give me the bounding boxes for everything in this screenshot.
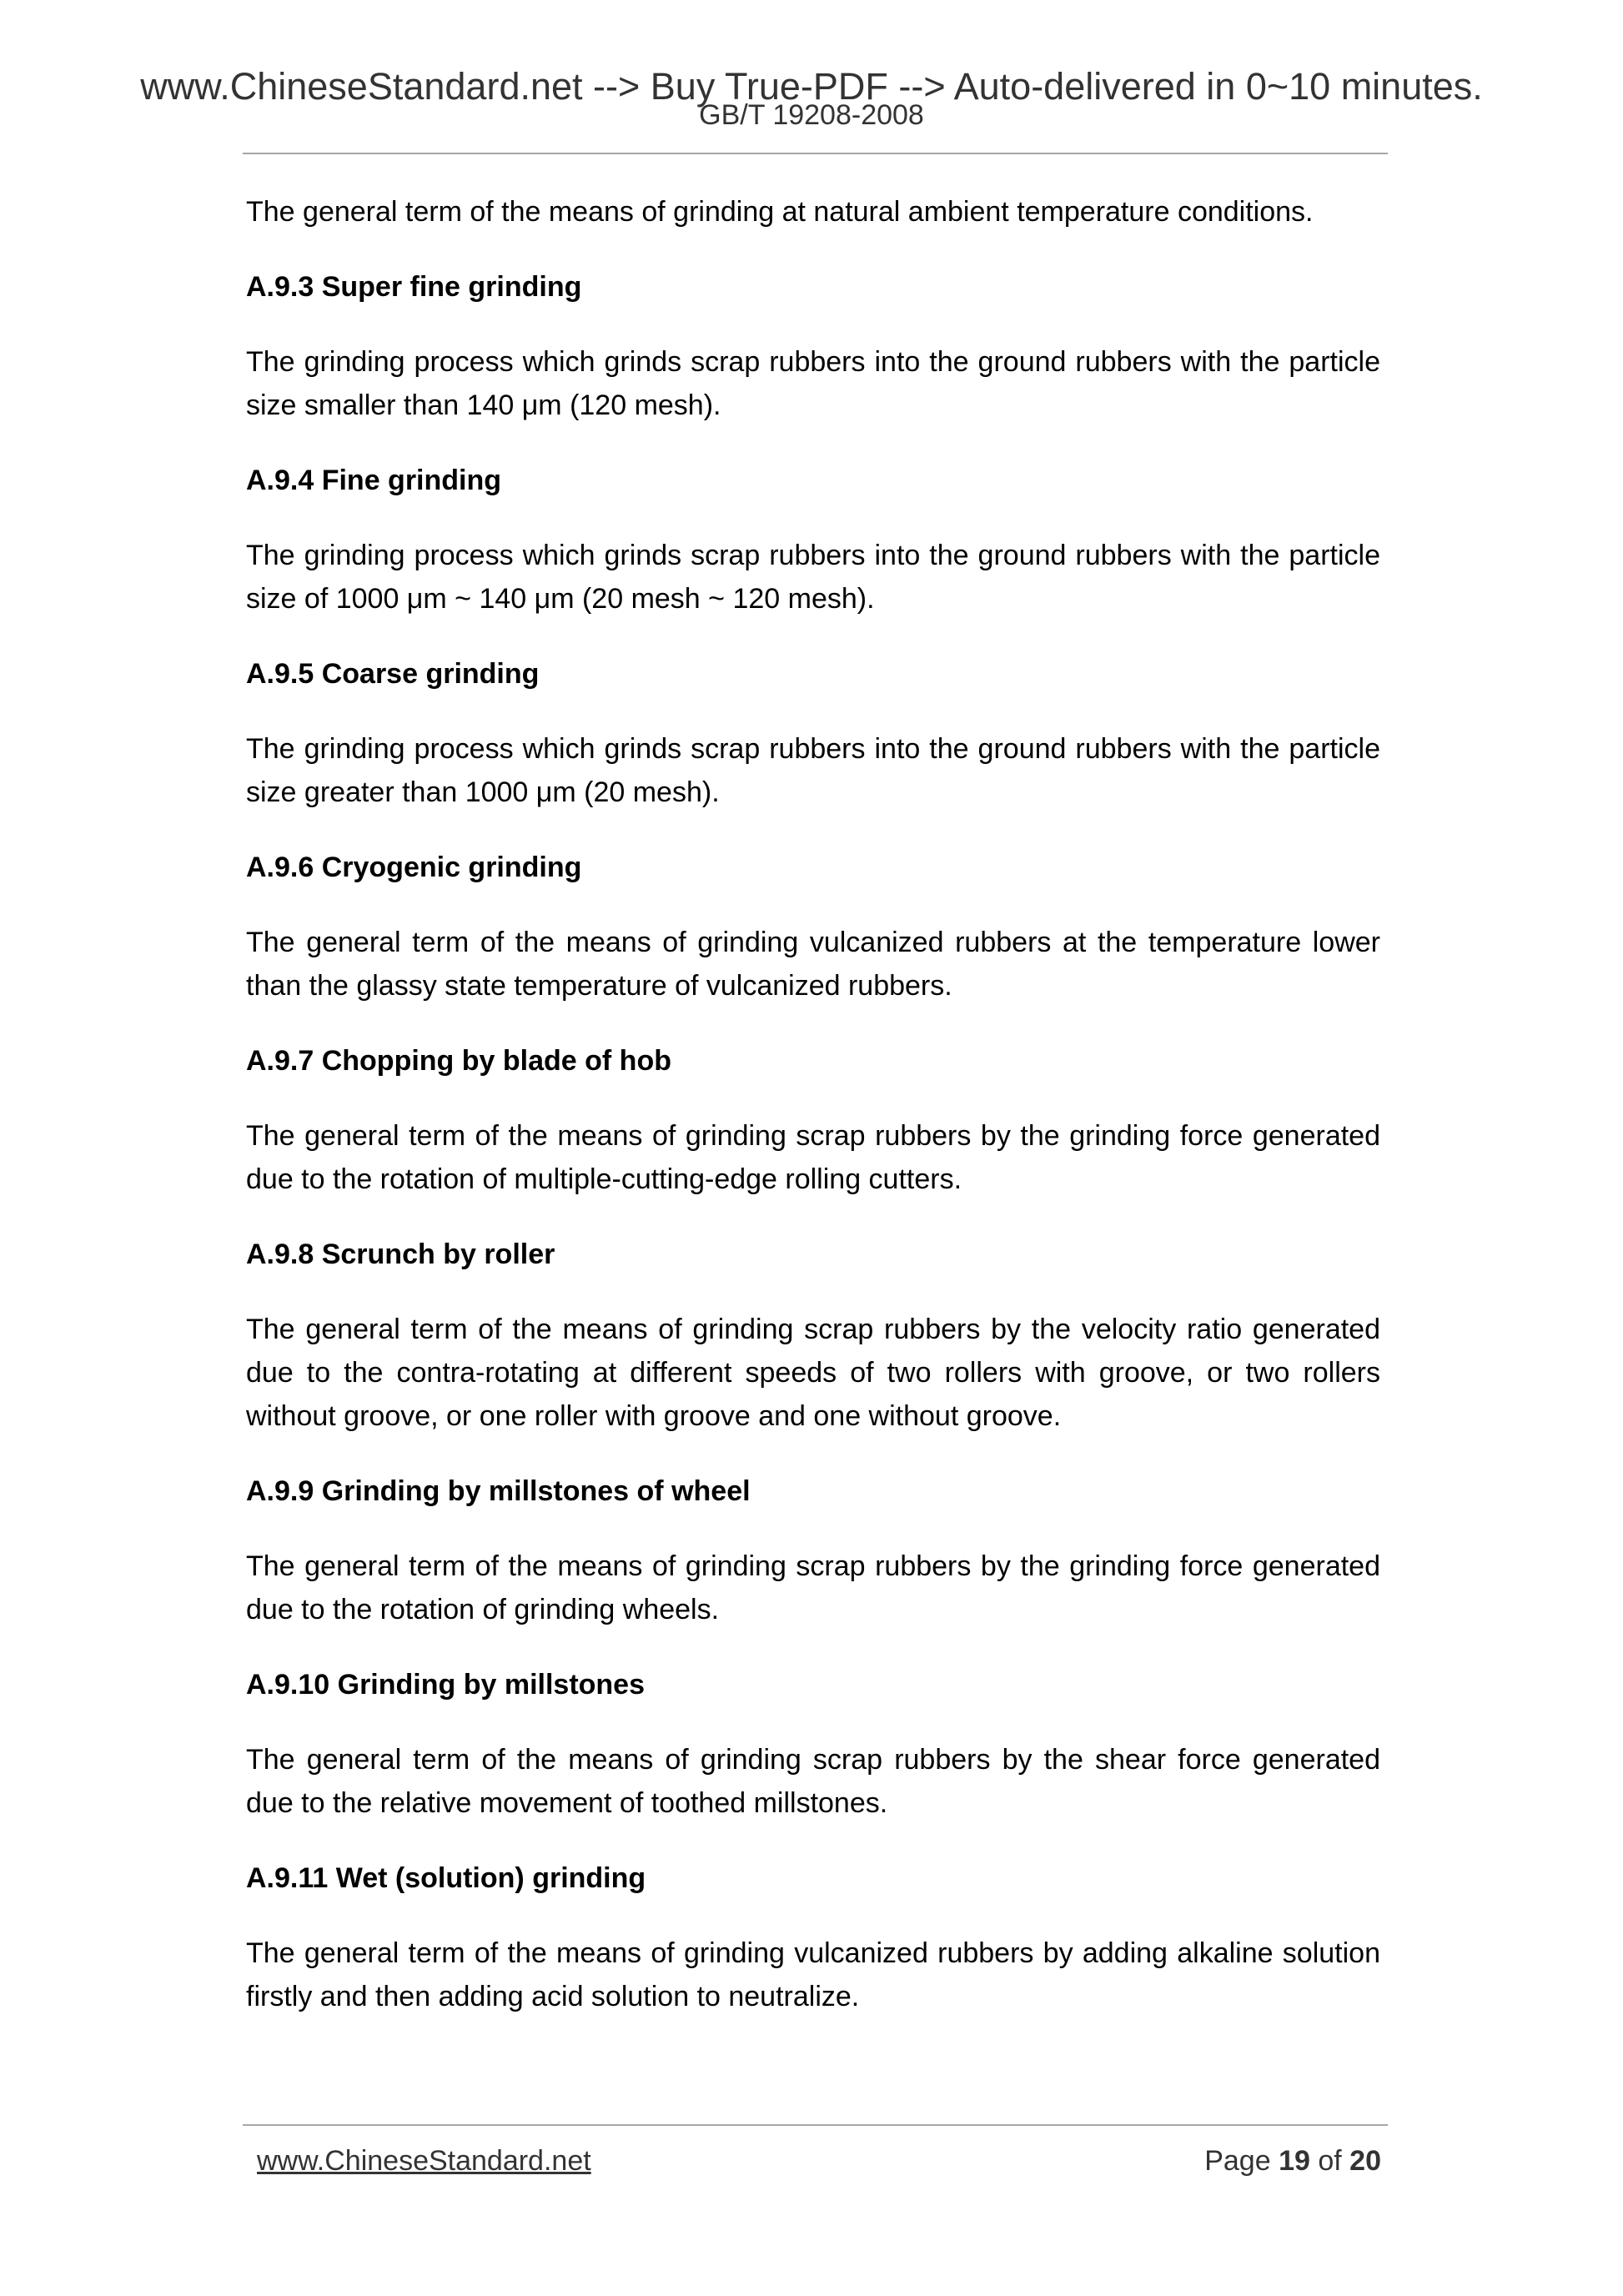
header-divider bbox=[243, 153, 1388, 154]
section-heading: A.9.11 Wet (solution) grinding bbox=[246, 1862, 646, 1894]
section-heading: A.9.8 Scrunch by roller bbox=[246, 1238, 555, 1270]
section-text: The grinding process which grinds scrap rubbers into the ground rubbers with the particle size of 1000 μm ~ 140 μm (20 mesh ~ 120 mesh). bbox=[246, 540, 1380, 615]
section-a-9-10 bbox=[246, 1663, 1380, 1825]
section-text: The grinding process which grinds scrap rubbers into the ground rubbers with the particle size greater than 1000 μm (20 mesh). bbox=[246, 733, 1380, 808]
section-a-9-3 bbox=[246, 265, 1380, 427]
header-banner: www.ChineseStandard.net --> Buy True-PDF --> Auto-delivered in 0~10 minutes. bbox=[140, 65, 1483, 108]
page-current: 19 bbox=[1279, 2145, 1310, 2177]
page-of: of bbox=[1318, 2145, 1342, 2177]
document-code: GB/T 19208-2008 bbox=[699, 99, 924, 131]
section-a-9-9 bbox=[246, 1470, 1380, 1631]
section-heading: A.9.3 Super fine grinding bbox=[246, 271, 582, 303]
footer-website-link[interactable]: www.ChineseStandard.net bbox=[257, 2145, 591, 2177]
page-number bbox=[1204, 2143, 1381, 2179]
section-heading: A.9.10 Grinding by millstones bbox=[246, 1669, 645, 1701]
section-a-9-11 bbox=[246, 1856, 1380, 2018]
section-a-9-6 bbox=[246, 846, 1380, 1007]
section-a-9-7 bbox=[246, 1039, 1380, 1201]
section-text: The general term of the means of grinding vulcanized rubbers by adding alkaline solution firstly and then adding acid solution to neutralize. bbox=[246, 1937, 1380, 2012]
section-heading: A.9.5 Coarse grinding bbox=[246, 658, 540, 690]
section-a-9-4 bbox=[246, 459, 1380, 620]
section-text: The general term of the means of grinding vulcanized rubbers at the temperature lower than the glassy state temperature of vulcanized rubbers. bbox=[246, 927, 1380, 1002]
section-a-9-5 bbox=[246, 652, 1380, 814]
document-body bbox=[246, 190, 1380, 2050]
section-text: The general term of the means of grinding scrap rubbers by the grinding force generated due to the rotation of grinding wheels. bbox=[246, 1550, 1380, 1625]
intro-paragraph: The general term of the means of grinding at natural ambient temperature conditions. bbox=[246, 196, 1314, 228]
section-text: The general term of the means of grinding scrap rubbers by the grinding force generated due to the rotation of multiple-cutting-edge rolling cutters. bbox=[246, 1120, 1380, 1195]
footer-divider bbox=[243, 2124, 1388, 2126]
section-heading: A.9.9 Grinding by millstones of wheel bbox=[246, 1475, 751, 1507]
section-text: The grinding process which grinds scrap rubbers into the ground rubbers with the particle size smaller than 140 μm (120 mesh). bbox=[246, 346, 1380, 421]
section-heading: A.9.7 Chopping by blade of hob bbox=[246, 1045, 671, 1077]
section-a-9-8 bbox=[246, 1233, 1380, 1438]
section-text: The general term of the means of grinding scrap rubbers by the velocity ratio generated due to the contra-rotating at different speeds of two rollers with groove, or two rollers without groove, or one roller with groove and one without groove. bbox=[246, 1314, 1380, 1432]
page-total: 20 bbox=[1349, 2145, 1381, 2177]
section-heading: A.9.6 Cryogenic grinding bbox=[246, 852, 582, 883]
section-heading: A.9.4 Fine grinding bbox=[246, 465, 502, 496]
section-text: The general term of the means of grinding scrap rubbers by the shear force generated due to the relative movement of toothed millstones. bbox=[246, 1744, 1380, 1819]
page-prefix: Page bbox=[1204, 2145, 1271, 2177]
